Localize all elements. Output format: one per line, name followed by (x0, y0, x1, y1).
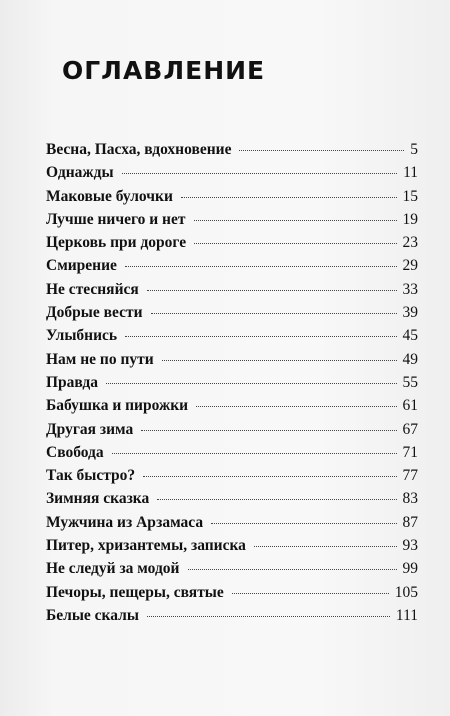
toc-entry (46, 164, 418, 187)
toc-entry-page-number: 77 (402, 467, 418, 485)
dot-leader (143, 476, 396, 477)
toc-entry (46, 304, 418, 327)
toc-entry (46, 327, 418, 350)
toc-entry (46, 374, 418, 397)
toc-entry-title: Не стесняйся (46, 280, 139, 298)
toc-entry-page-number: 93 (402, 537, 418, 555)
toc-entry-page-number: 39 (402, 304, 418, 322)
toc-entry-title: Смирение (46, 257, 117, 275)
toc-entry-page-number: 45 (402, 327, 418, 345)
toc-entry (46, 467, 418, 490)
toc-entry (46, 234, 418, 257)
toc-entry (46, 444, 418, 467)
page-title: ОГЛАВЛЕНИЕ (62, 56, 266, 85)
toc-entry-title: Церковь при дороге (46, 234, 187, 252)
dot-leader (122, 173, 398, 174)
toc-entry-page-number: 87 (402, 513, 418, 531)
toc-entry-title: Бабушка и пирожки (46, 397, 189, 415)
toc-entry (46, 490, 418, 513)
toc-entry (46, 281, 418, 304)
toc-entry-title: Весна, Пасха, вдохновение (46, 141, 232, 158)
toc-entry (46, 351, 418, 374)
toc-entry-page-number: 83 (402, 490, 418, 508)
dot-leader (211, 523, 396, 524)
dot-leader (147, 290, 397, 291)
toc-entry-page-number: 19 (402, 210, 418, 228)
toc-entry-title: Не следуй за модой (46, 560, 180, 578)
dot-leader (147, 616, 390, 617)
toc-entry-title: Однажды (46, 164, 114, 182)
dot-leader (232, 593, 389, 594)
toc-entry-page-number: 61 (402, 397, 418, 415)
toc-entry-page-number: 55 (402, 373, 418, 391)
dot-leader (194, 220, 397, 221)
toc-entry (46, 607, 418, 630)
toc-entry-title: Улыбнись (46, 327, 118, 345)
toc-entry-page-number: 33 (402, 280, 418, 298)
toc-entry-title: Свобода (46, 443, 104, 461)
dot-leader (196, 406, 396, 407)
toc-entry (46, 141, 418, 164)
toc-entry-title: Правда (46, 373, 99, 391)
toc-entry-page-number: 11 (403, 164, 418, 182)
toc-entry (46, 514, 418, 537)
toc-entry-title: Так быстро? (46, 467, 136, 485)
toc-entry-page-number: 111 (395, 606, 418, 624)
dot-leader (157, 499, 396, 500)
toc-entry (46, 188, 418, 211)
toc-entry-page-number: 5 (410, 141, 418, 158)
dot-leader (188, 569, 397, 570)
toc-entry (46, 537, 418, 560)
toc-entry-page-number: 15 (402, 187, 418, 205)
dot-leader (112, 453, 397, 454)
dot-leader (141, 430, 396, 431)
toc-entry-page-number: 23 (402, 234, 418, 252)
dot-leader (125, 336, 396, 337)
toc-entry-title: Нам не по пути (46, 350, 154, 368)
toc-entry-page-number: 49 (402, 350, 418, 368)
toc-entry (46, 560, 418, 583)
toc-entry (46, 584, 418, 607)
toc-entry-title: Зимняя сказка (46, 490, 150, 508)
toc-entry-page-number: 71 (402, 443, 418, 461)
dot-leader (239, 150, 404, 151)
toc-entry-title: Другая зима (46, 420, 134, 438)
toc-entry-title: Лучше ничего и нет (46, 210, 186, 228)
dot-leader (125, 266, 397, 267)
toc-entry (46, 211, 418, 234)
toc-entry-page-number: 105 (394, 583, 418, 601)
dot-leader (254, 546, 397, 547)
toc-entry-title: Мужчина из Арзамаса (46, 513, 204, 531)
toc-entry-title: Питер, хризантемы, записка (46, 537, 246, 555)
dot-leader (194, 243, 396, 244)
toc-entry (46, 257, 418, 280)
dot-leader (106, 383, 396, 384)
toc-entry (46, 421, 418, 444)
toc-entry-page-number: 67 (402, 420, 418, 438)
dot-leader (151, 313, 397, 314)
dot-leader (162, 360, 397, 361)
dot-leader (181, 197, 397, 198)
toc-entry-title: Печоры, пещеры, святые (46, 583, 224, 601)
toc-entry-title: Белые скалы (46, 606, 139, 624)
toc-entry-title: Добрые вести (46, 304, 143, 322)
table-of-contents (46, 141, 418, 630)
toc-entry-page-number: 99 (402, 560, 418, 578)
toc-entry-title: Маковые булочки (46, 187, 173, 205)
toc-entry-page-number: 29 (402, 257, 418, 275)
toc-entry (46, 397, 418, 420)
